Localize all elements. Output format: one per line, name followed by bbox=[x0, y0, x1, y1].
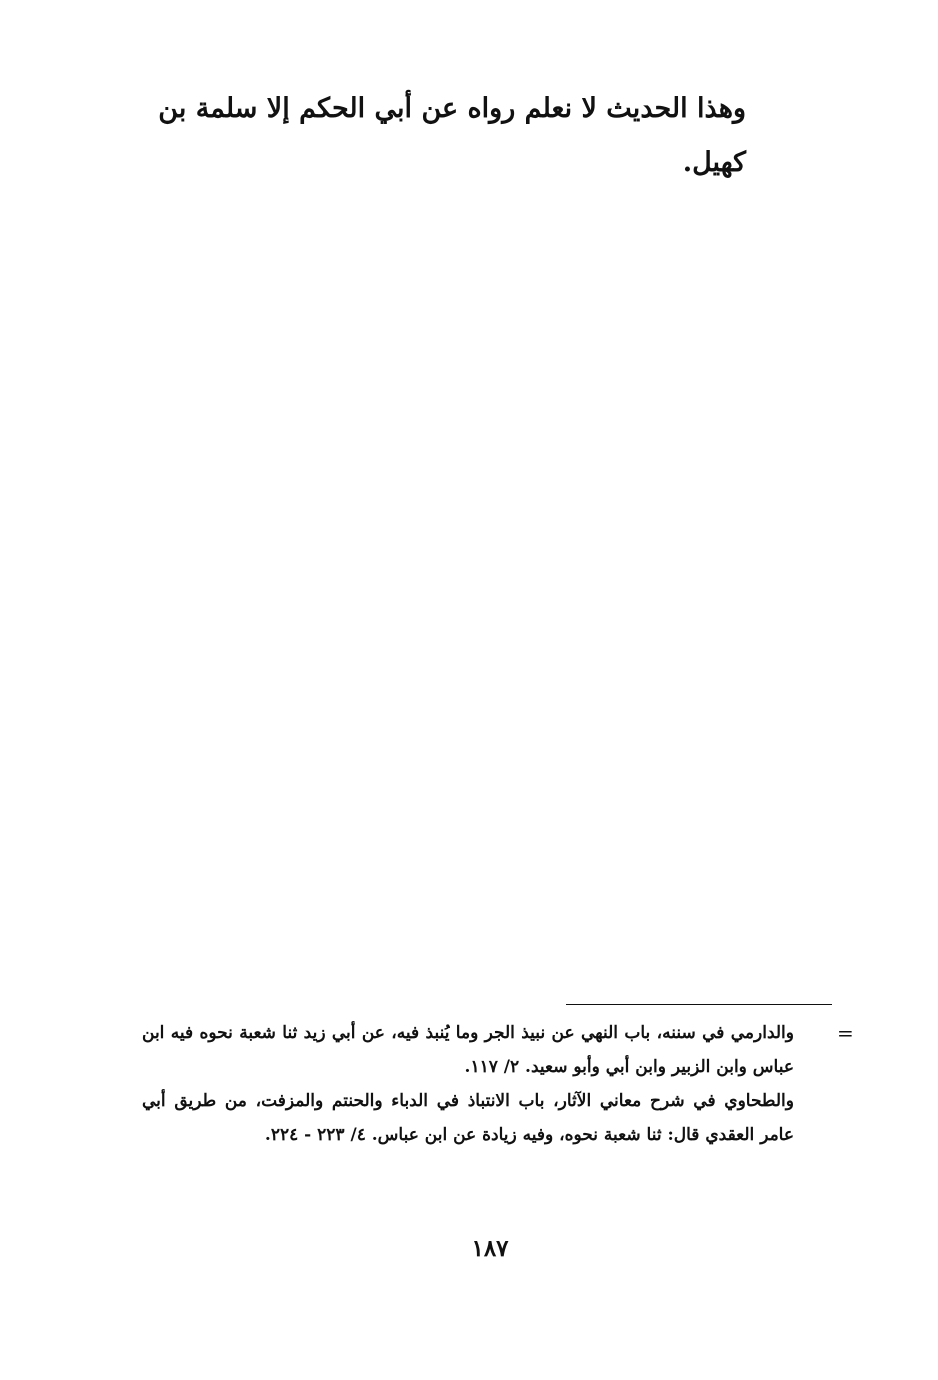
page-number: ١٨٧ bbox=[471, 1235, 509, 1262]
footnote-continuation-marker: = bbox=[837, 1021, 854, 1045]
footnotes-section bbox=[142, 1016, 794, 1152]
footnote-paragraph: والطحاوي في شرح معاني الآثار، باب الانتباذ في الدباء والحنتم والمزفت، من طريق أبي عامر العقدي قال: ثنا شعبة نحوه، وفيه زيادة عن ابن عباس. ٤/ ٢٢٣ - ٢٢٤. bbox=[142, 1091, 794, 1145]
main-paragraph: وهذا الحديث لا نعلم رواه عن أبي الحكم إلا سلمة بن كهيل. bbox=[158, 93, 746, 178]
footnote-separator bbox=[566, 1004, 832, 1005]
footnote-paragraph: والدارمي في سننه، باب النهي عن نبيذ الجر وما يُنبذ فيه، عن أبي زيد ثنا شعبة نحوه فيه ابن عباس وابن الزبير وابن أبي وأبو سعيد. ٢/ ١١٧. bbox=[142, 1023, 794, 1077]
